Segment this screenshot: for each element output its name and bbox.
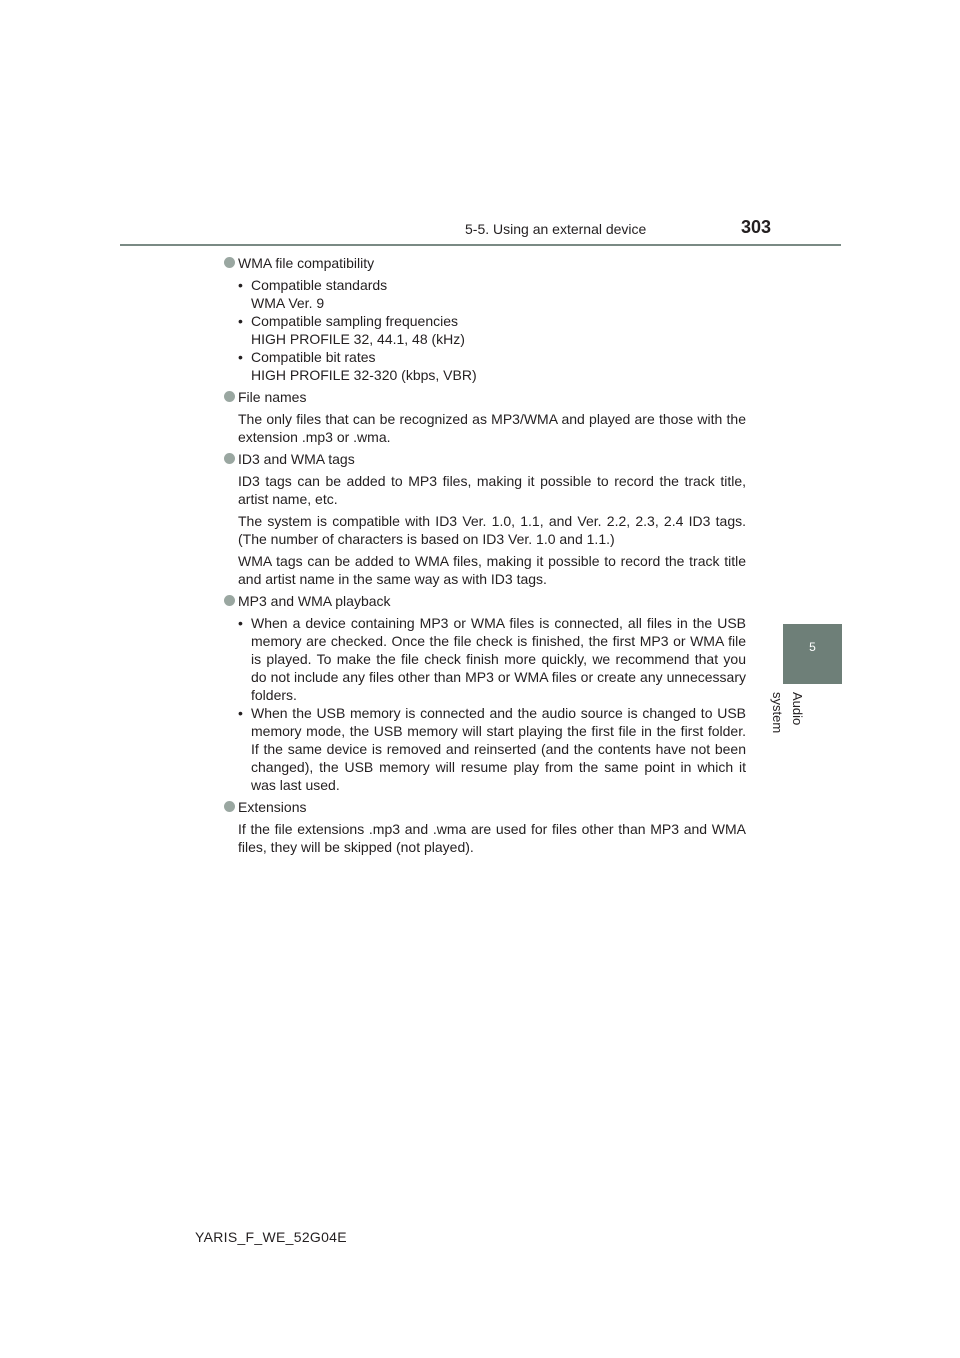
header-section-title: 5-5. Using an external device bbox=[465, 221, 647, 237]
section-extensions bbox=[224, 798, 746, 856]
list-item-text: When a device containing MP3 or WMA files is connected, all files in the USB memory are checked. Once the file check is finished, the first MP3 or WMA file is played. To make the file check finish more quickly, we recommend that you do not include any files other than MP3 or WMA files or create any unnecessary folders. bbox=[251, 615, 746, 703]
section-heading bbox=[224, 592, 746, 610]
section-file-names bbox=[224, 388, 746, 446]
section-heading bbox=[224, 388, 746, 406]
section-heading-text: File names bbox=[238, 389, 307, 405]
list-bullet-icon: • bbox=[238, 705, 243, 721]
wma-spec-list bbox=[238, 276, 746, 384]
page-content bbox=[224, 254, 746, 860]
paragraph: WMA tags can be added to WMA files, making it possible to record the track title and artist name in the same way as with ID3 tags. bbox=[238, 553, 746, 587]
section-heading-text: MP3 and WMA playback bbox=[238, 593, 391, 609]
document-code: YARIS_F_WE_52G04E bbox=[195, 1229, 347, 1245]
section-wma-compatibility bbox=[224, 254, 746, 384]
chapter-tab bbox=[783, 624, 842, 684]
list-item bbox=[238, 614, 746, 704]
section-mp3-wma-playback bbox=[224, 592, 746, 794]
list-bullet-icon: • bbox=[238, 349, 243, 365]
paragraph: If the file extensions .mp3 and .wma are used for files other than MP3 and WMA files, they will be skipped (not played). bbox=[238, 821, 746, 855]
paragraph: The only files that can be recognized as MP3/WMA and played are those with the extension .mp3 or .wma. bbox=[238, 411, 746, 445]
list-item-text: Compatible bit rates HIGH PROFILE 32-320 (kbps, VBR) bbox=[251, 349, 477, 383]
bullet-dot-icon bbox=[224, 257, 235, 268]
list-item-text: When the USB memory is connected and the audio source is changed to USB memory mode, the USB memory will start playing the first file in the first folder. If the same device is removed and reinserted (and the contents have not been changed), the USB memory will resume play from the same point in which it was last used. bbox=[251, 705, 746, 793]
page-number: 303 bbox=[741, 217, 772, 237]
section-heading-text: WMA file compatibility bbox=[238, 255, 375, 271]
list-bullet-icon: • bbox=[238, 277, 243, 293]
bullet-dot-icon bbox=[224, 595, 235, 606]
section-heading-text: Extensions bbox=[238, 799, 307, 815]
list-item bbox=[238, 312, 746, 348]
list-item-text: Compatible sampling frequencies HIGH PROFILE 32, 44.1, 48 (kHz) bbox=[251, 313, 465, 347]
paragraph: The system is compatible with ID3 Ver. 1.0, 1.1, and Ver. 2.2, 2.3, 2.4 ID3 tags. (The number of characters is based on ID3 Ver. 1.0 and 1.1.) bbox=[238, 513, 746, 547]
section-heading bbox=[224, 450, 746, 468]
list-item bbox=[238, 348, 746, 384]
section-heading bbox=[224, 798, 746, 816]
list-item-text: Compatible standards WMA Ver. 9 bbox=[251, 277, 388, 311]
section-heading bbox=[224, 254, 746, 272]
chapter-tab-title: Audio system bbox=[770, 692, 805, 734]
playback-list bbox=[238, 614, 746, 794]
list-bullet-icon: • bbox=[238, 313, 243, 329]
bullet-dot-icon bbox=[224, 453, 235, 464]
bullet-dot-icon bbox=[224, 391, 235, 402]
chapter-tab-number: 5 bbox=[809, 640, 816, 654]
section-heading-text: ID3 and WMA tags bbox=[238, 451, 355, 467]
bullet-dot-icon bbox=[224, 801, 235, 812]
section-id3-wma-tags bbox=[224, 450, 746, 588]
paragraph: ID3 tags can be added to MP3 files, making it possible to record the track title, artist name, etc. bbox=[238, 473, 746, 507]
list-item bbox=[238, 276, 746, 312]
list-bullet-icon: • bbox=[238, 615, 243, 631]
list-item bbox=[238, 704, 746, 794]
header-divider bbox=[120, 244, 841, 246]
